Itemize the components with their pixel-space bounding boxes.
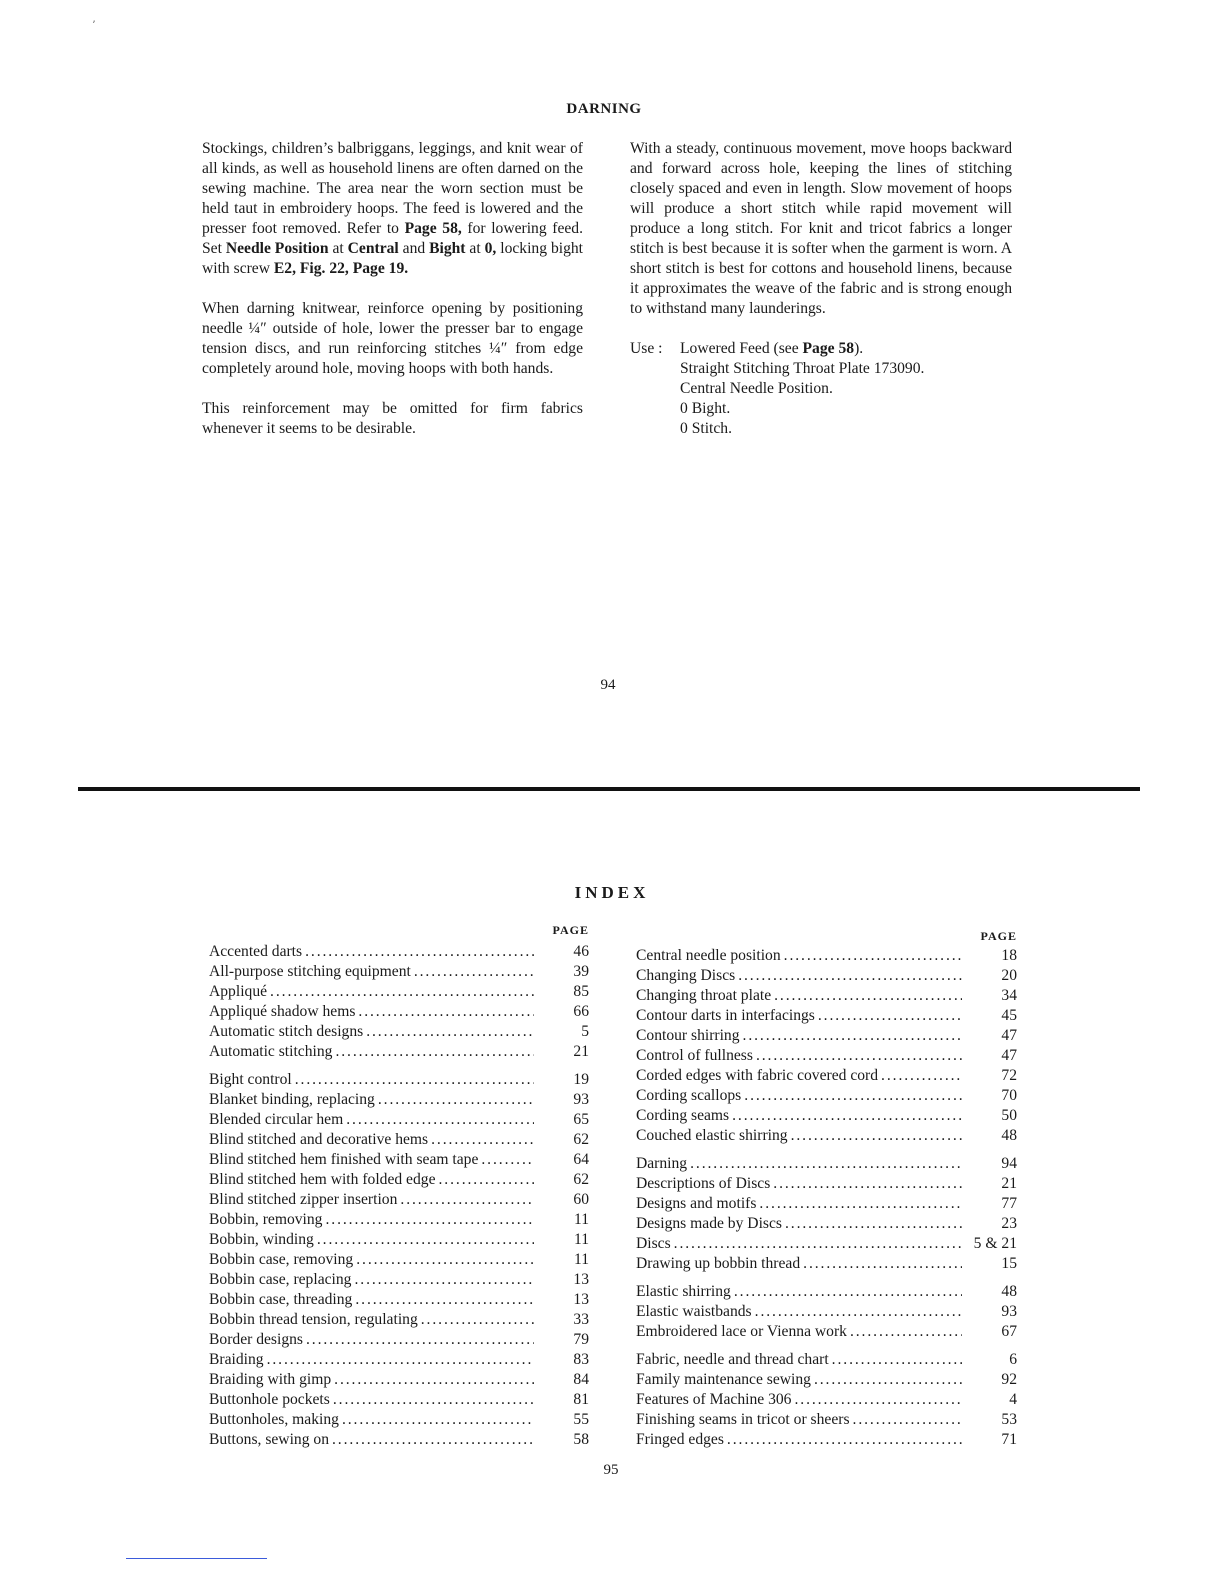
dot-leader — [785, 1214, 962, 1234]
dot-leader — [743, 1026, 962, 1046]
index-entry-page: 19 — [573, 1071, 589, 1088]
index-left-column — [209, 942, 589, 1458]
dot-leader — [354, 1270, 534, 1290]
dot-leader — [690, 1154, 962, 1174]
dot-leader — [727, 1430, 962, 1450]
dot-leader — [794, 1390, 962, 1410]
darning-paragraph: When darning knitwear, reinforce opening by positioning needle ¼″ outside of hole, lower the presser bar to engage tension discs, and run reinforcing stitches ¼″ from edge completely around hole, moving hoops with both hands. — [202, 300, 583, 377]
index-entry-text: Contour shirring — [636, 1027, 740, 1044]
index-entry-text: Discs — [636, 1235, 671, 1252]
index-entry-page: 5 & 21 — [973, 1235, 1017, 1252]
page-column-header-right: PAGE — [980, 929, 1017, 943]
index-entry-page: 46 — [573, 943, 589, 960]
index-entry — [209, 1390, 589, 1410]
dot-leader — [431, 1130, 534, 1150]
dot-leader — [738, 966, 962, 986]
dot-leader — [784, 946, 962, 966]
dot-leader — [346, 1110, 534, 1130]
use-item: 0 Stitch. — [680, 420, 732, 437]
index-entry-page: 39 — [573, 963, 589, 980]
index-entry — [636, 1302, 1017, 1322]
index-entry — [636, 1026, 1017, 1046]
dot-leader — [881, 1066, 962, 1086]
index-entry — [636, 1322, 1017, 1342]
index-entry — [636, 1086, 1017, 1106]
index-entry-text: Changing throat plate — [636, 987, 772, 1004]
dot-leader — [421, 1310, 534, 1330]
index-entry-text: Fringed edges — [636, 1431, 724, 1448]
dot-leader — [342, 1410, 534, 1430]
dot-leader — [358, 1002, 534, 1022]
dot-leader — [674, 1234, 962, 1254]
dot-leader — [355, 1290, 534, 1310]
index-entry — [209, 1230, 589, 1250]
dot-leader — [803, 1254, 962, 1274]
index-entry-text: Drawing up bobbin thread — [636, 1255, 801, 1272]
index-entry — [209, 1130, 589, 1150]
index-entry-text: Couched elastic shirring — [636, 1127, 788, 1144]
index-entry-page: 85 — [573, 983, 589, 1000]
index-entry-page: 47 — [1001, 1027, 1017, 1044]
index-entry-text: Cording scallops — [636, 1087, 742, 1104]
index-entry-text: Bobbin case, replacing — [209, 1271, 352, 1288]
index-entry-text: Designs made by Discs — [636, 1215, 782, 1232]
dot-leader — [791, 1126, 962, 1146]
dot-leader — [267, 1350, 534, 1370]
index-entry — [209, 1070, 589, 1090]
index-entry-text: Bobbin, removing — [209, 1211, 323, 1228]
index-entry-page: 77 — [1001, 1195, 1017, 1212]
index-entry — [636, 1390, 1017, 1410]
index-entry-text: Braiding — [209, 1351, 264, 1368]
index-entry-text: Blind stitched hem finished with seam tape — [209, 1151, 479, 1168]
index-entry-text: Changing Discs — [636, 967, 736, 984]
index-entry — [209, 1350, 589, 1370]
use-item: Central Needle Position. — [680, 380, 833, 397]
dot-leader — [853, 1410, 962, 1430]
index-entry — [636, 1126, 1017, 1146]
use-list — [630, 339, 1012, 439]
index-entry — [636, 1006, 1017, 1026]
index-letter-group — [636, 946, 1017, 1146]
dot-leader — [850, 1322, 962, 1342]
index-entry-page: 70 — [1001, 1087, 1017, 1104]
index-entry — [636, 1350, 1017, 1370]
index-title: INDEX — [574, 883, 650, 902]
index-entry — [636, 1046, 1017, 1066]
index-entry-text: Designs and motifs — [636, 1195, 757, 1212]
index-entry — [209, 942, 589, 962]
index-entry-text: Automatic stitch designs — [209, 1023, 364, 1040]
index-entry — [209, 1150, 589, 1170]
dot-leader — [756, 1046, 962, 1066]
index-entry-text: Blended circular hem — [209, 1111, 344, 1128]
dot-leader — [818, 1006, 962, 1026]
index-entry — [636, 1410, 1017, 1430]
index-entry — [636, 1430, 1017, 1450]
index-entry — [636, 1066, 1017, 1086]
index-entry-page: 72 — [1001, 1067, 1017, 1084]
index-entry-page: 11 — [573, 1211, 589, 1228]
use-label: Use : — [630, 340, 663, 357]
index-entry-text: Finishing seams in tricot or sheers — [636, 1411, 850, 1428]
darning-heading: DARNING — [566, 101, 642, 117]
index-entry-text: Bight control — [209, 1071, 292, 1088]
index-entry-text: Braiding with gimp — [209, 1371, 332, 1388]
index-entry-text: Cording seams — [636, 1107, 730, 1124]
index-entry — [636, 1174, 1017, 1194]
index-entry-page: 66 — [573, 1003, 589, 1020]
index-entry — [209, 1210, 589, 1230]
index-entry-text: Embroidered lace or Vienna work — [636, 1323, 847, 1340]
index-entry — [209, 1042, 589, 1062]
index-entry-page: 93 — [1001, 1303, 1017, 1320]
index-entry-text: Elastic shirring — [636, 1283, 731, 1300]
index-entry-page: 4 — [1009, 1391, 1017, 1408]
index-entry-text: Features of Machine 306 — [636, 1391, 792, 1408]
dot-leader — [378, 1090, 534, 1110]
dot-leader — [270, 982, 534, 1002]
index-entry-page: 62 — [573, 1171, 589, 1188]
page-divider — [78, 787, 1140, 791]
index-entry-page: 79 — [573, 1331, 589, 1348]
index-entry-page: 81 — [573, 1391, 589, 1408]
dot-leader — [306, 1330, 534, 1350]
index-entry — [636, 966, 1017, 986]
dot-leader — [773, 1174, 962, 1194]
dot-leader — [755, 1302, 962, 1322]
index-entry-page: 94 — [1001, 1155, 1017, 1172]
index-entry-page: 62 — [573, 1131, 589, 1148]
use-items — [680, 339, 924, 439]
index-letter-group — [636, 1350, 1017, 1450]
darning-left-column — [202, 139, 583, 459]
index-entry-text: Bobbin case, removing — [209, 1251, 354, 1268]
index-entry-page: 71 — [1001, 1431, 1017, 1448]
dot-leader — [317, 1230, 534, 1250]
index-entry-text: All-purpose stitching equipment — [209, 963, 411, 980]
index-entry-page: 48 — [1001, 1127, 1017, 1144]
index-letter-group — [209, 942, 589, 1062]
dot-leader — [832, 1350, 962, 1370]
index-entry-text: Buttons, sewing on — [209, 1431, 329, 1448]
index-entry-page: 92 — [1001, 1371, 1017, 1388]
page-number-95: 95 — [603, 1462, 619, 1478]
index-entry-text: Appliqué shadow hems — [209, 1003, 356, 1020]
index-letter-group — [636, 1154, 1017, 1274]
dot-leader — [732, 1106, 962, 1126]
index-entry-page: 11 — [573, 1231, 589, 1248]
index-entry — [636, 946, 1017, 966]
dot-leader — [325, 1210, 534, 1230]
index-entry-page: 5 — [581, 1023, 589, 1040]
index-entry-page: 48 — [1001, 1283, 1017, 1300]
index-entry — [636, 1214, 1017, 1234]
page-column-header-left: PAGE — [552, 923, 589, 937]
darning-technique-paragraph: With a steady, continuous movement, move hoops backward and forward across hole, keeping the lines of stitching closely spaced and even in length. Slow movement of hoops will produce a short stitch while rapid movement will produce a long stitch. For knit and tricot fabrics a longer stitch is best because it is softer when the garment is worn. A short stitch is best for cottons and household linens, because it approximates the weave of the fabric and is strong enough to withstand many launderings. — [630, 140, 1012, 317]
index-entry-page: 60 — [573, 1191, 589, 1208]
index-entry — [209, 1370, 589, 1390]
index-entry-text: Buttonhole pockets — [209, 1391, 330, 1408]
index-entry-page: 84 — [573, 1371, 589, 1388]
dot-leader — [744, 1086, 962, 1106]
dot-leader — [333, 1390, 534, 1410]
index-entry — [209, 1022, 589, 1042]
index-entry — [209, 1170, 589, 1190]
index-entry-text: Control of fullness — [636, 1047, 753, 1064]
index-entry-page: 50 — [1001, 1107, 1017, 1124]
index-entry-page: 83 — [573, 1351, 589, 1368]
index-entry-page: 53 — [1001, 1411, 1017, 1428]
index-entry-text: Bobbin case, threading — [209, 1291, 353, 1308]
index-entry — [209, 1270, 589, 1290]
scan-artifact-line — [126, 1558, 267, 1559]
use-item: 0 Bight. — [680, 400, 731, 417]
index-letter-group — [636, 1282, 1017, 1342]
index-entry — [209, 962, 589, 982]
darning-right-column — [630, 139, 1012, 439]
dot-leader — [814, 1370, 962, 1390]
index-entry — [209, 1290, 589, 1310]
use-item: Straight Stitching Throat Plate 173090. — [680, 360, 925, 377]
index-entry — [209, 1002, 589, 1022]
index-entry-page: 13 — [573, 1271, 589, 1288]
index-entry-text: Accented darts — [209, 943, 303, 960]
index-entry-page: 21 — [573, 1043, 589, 1060]
index-entry-text: Automatic stitching — [209, 1043, 333, 1060]
index-entry-page: 18 — [1001, 947, 1017, 964]
index-entry-page: 58 — [573, 1431, 589, 1448]
index-entry-text: Buttonholes, making — [209, 1411, 339, 1428]
index-entry — [209, 982, 589, 1002]
index-entry — [209, 1090, 589, 1110]
dot-leader — [334, 1370, 534, 1390]
index-entry-page: 21 — [1001, 1175, 1017, 1192]
index-entry-text: Fabric, needle and thread chart — [636, 1351, 829, 1368]
dot-leader — [295, 1070, 534, 1090]
dot-leader — [734, 1282, 962, 1302]
index-entry — [209, 1410, 589, 1430]
index-entry-text: Elastic waistbands — [636, 1303, 752, 1320]
index-entry — [636, 1194, 1017, 1214]
dot-leader — [759, 1194, 962, 1214]
index-entry-text: Descriptions of Discs — [636, 1175, 771, 1192]
index-entry-page: 33 — [573, 1311, 589, 1328]
index-entry — [636, 1234, 1017, 1254]
index-entry-page: 64 — [573, 1151, 589, 1168]
index-entry-text: Darning — [636, 1155, 688, 1172]
index-entry-page: 93 — [573, 1091, 589, 1108]
dot-leader — [332, 1430, 534, 1450]
dot-leader — [305, 942, 534, 962]
index-right-column — [636, 946, 1017, 1458]
index-entry-page: 20 — [1001, 967, 1017, 984]
dot-leader — [774, 986, 962, 1006]
index-entry-text: Bobbin thread tension, regulating — [209, 1311, 418, 1328]
dot-leader — [366, 1022, 534, 1042]
index-entry-text: Bobbin, winding — [209, 1231, 314, 1248]
index-entry-text: Blind stitched hem with folded edge — [209, 1171, 436, 1188]
index-entry-page: 11 — [573, 1251, 589, 1268]
index-entry-text: Border designs — [209, 1331, 303, 1348]
index-entry-page: 13 — [573, 1291, 589, 1308]
index-entry — [209, 1110, 589, 1130]
index-entry-page: 55 — [573, 1411, 589, 1428]
index-entry — [636, 1254, 1017, 1274]
index-entry-text: Corded edges with fabric covered cord — [636, 1067, 879, 1084]
dot-leader — [356, 1250, 534, 1270]
index-entry — [636, 1282, 1017, 1302]
index-entry — [636, 1370, 1017, 1390]
index-entry — [636, 986, 1017, 1006]
index-entry — [209, 1250, 589, 1270]
dot-leader — [439, 1170, 535, 1190]
index-entry — [636, 1106, 1017, 1126]
index-entry-page: 47 — [1001, 1047, 1017, 1064]
darning-paragraph: Stockings, children’s balbriggans, leggings, and knit wear of all kinds, as well as household linens are often darned on the sewing machine. The area near the worn section must be held taut in embroidery hoops. The feed is lowered and the presser foot removed. Refer to Page 58, for lowering feed. Set Needle Position at Central and Bight at 0, locking bight with screw E2, Fig. 22, Page 19. — [202, 140, 583, 277]
stray-mark: ʼ — [92, 20, 96, 31]
darning-paragraph: This reinforcement may be omitted for firm fabrics whenever it seems to be desirable. — [202, 400, 583, 437]
page-number-94: 94 — [600, 677, 616, 693]
index-entry-page: 34 — [1001, 987, 1017, 1004]
index-entry-page: 23 — [1001, 1215, 1017, 1232]
index-entry-page: 67 — [1001, 1323, 1017, 1340]
index-entry-page: 6 — [1009, 1351, 1017, 1368]
index-letter-group — [209, 1070, 589, 1450]
index-entry — [636, 1154, 1017, 1174]
index-entry — [209, 1310, 589, 1330]
dot-leader — [414, 962, 534, 982]
dot-leader — [481, 1150, 534, 1170]
index-entry-text: Contour darts in interfacings — [636, 1007, 815, 1024]
use-item: Lowered Feed (see Page 58). — [680, 340, 864, 357]
index-entry-text: Family maintenance sewing — [636, 1371, 811, 1388]
dot-leader — [400, 1190, 534, 1210]
index-entry-text: Central needle position — [636, 947, 781, 964]
index-entry — [209, 1430, 589, 1450]
index-entry-page: 65 — [573, 1111, 589, 1128]
dot-leader — [335, 1042, 534, 1062]
index-entry-text: Blanket binding, replacing — [209, 1091, 375, 1108]
index-entry-page: 45 — [1001, 1007, 1017, 1024]
index-entry-text: Appliqué — [209, 983, 268, 1000]
index-entry — [209, 1330, 589, 1350]
index-entry — [209, 1190, 589, 1210]
index-entry-page: 15 — [1001, 1255, 1017, 1272]
index-entry-text: Blind stitched and decorative hems — [209, 1131, 429, 1148]
index-entry-text: Blind stitched zipper insertion — [209, 1191, 398, 1208]
